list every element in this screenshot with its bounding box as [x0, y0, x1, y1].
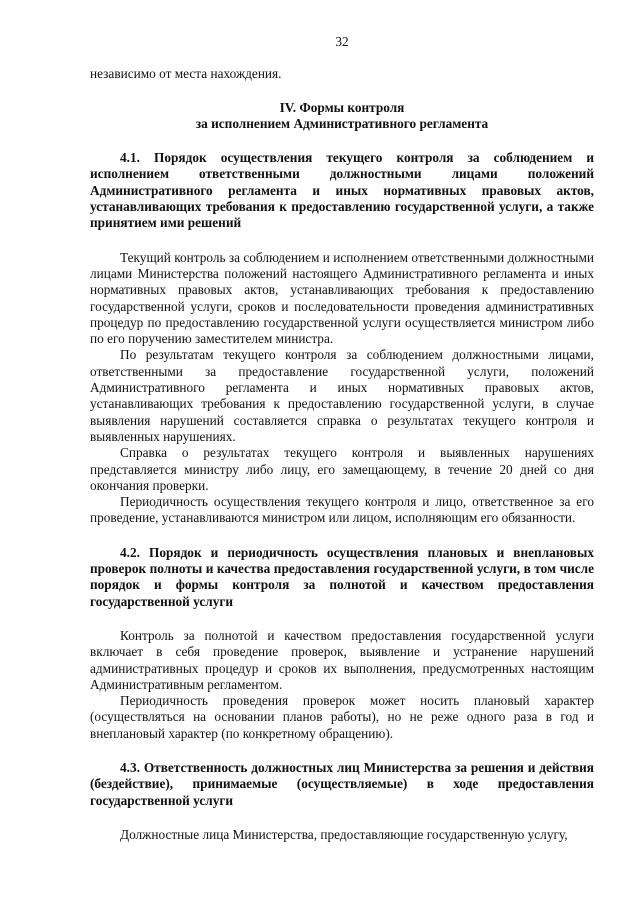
paragraph: Периодичность проведения проверок может носить плановый характер (осуществляться на основании планов работы), но не реже одного раза в год и внеплановый характер (по конкретному обращению).: [90, 693, 594, 741]
continued-text: независимо от места нахождения.: [90, 66, 282, 82]
section-title-line-2: за исполнением Административного регламента: [195, 115, 489, 131]
subsection-heading-4-1: 4.1. Порядок осуществления текущего контроля за соблюдением и исполнением ответственными должностными лицами положений Административного регламента и иных нормативных правовых актов, устанавливающих требования к предоставлению государственной услуги, а также принятием ими решений: [90, 150, 594, 231]
section-title-line-1: IV. Формы контроля: [279, 99, 405, 115]
paragraph: Контроль за полнотой и качеством предоставления государственной услуги включает в себя проведение проверок, выявление и устранение нарушений административных процедур и сроков их выполнения, предусмотренных настоящим Административным регламентом.: [90, 627, 594, 692]
paragraph: Справка о результатах текущего контроля и выявленных нарушениях представляется министру либо лицу, его замещающему, в течение 20 дней со дня окончания проверки.: [90, 445, 594, 493]
paragraph: Текущий контроль за соблюдением и исполнением ответственными должностными лицами Министерства положений настоящего Административного регламента и иных нормативных правовых актов, устанавливающих требования к предоставлению государственной услуги, сроков и последовательности проведения административных процедур по предоставлению государственной услуги осуществляется министром либо по его поручению заместителем министра.: [90, 249, 595, 347]
paragraph: По результатам текущего контроля за соблюдением должностными лицами, ответственными за предоставление государственной услуги, положений Административного регламента и иных нормативных правовых актов, устанавливающих требования к предоставлению государственной услуги, в случае выявления нарушений составляется справка о результатах текущего контроля и выявленных нарушениях.: [90, 347, 594, 444]
document-page: [90, 34, 594, 843]
section-heading: [90, 100, 594, 133]
subsection-heading-4-3: 4.3. Ответственность должностных лиц Министерства за решения и действия (бездействие), принимаемые (осуществляемые) в ходе предоставления государственной услуги: [90, 759, 594, 808]
subsection-heading-4-2: 4.2. Порядок и периодичность осуществления плановых и внеплановых проверок полноты и качества предоставления государственной услуги, в том числе порядок и формы контроля за полнотой и качеством предоставления государственной услуги: [90, 544, 594, 609]
paragraph: Периодичность осуществления текущего контроля и лицо, ответственное за его проведение, устанавливаются министром или лицом, исполняющим его обязанности.: [90, 494, 594, 526]
page-number: 32: [335, 34, 349, 49]
paragraph: Должностные лица Министерства, предоставляющие государственную услугу,: [120, 826, 568, 842]
